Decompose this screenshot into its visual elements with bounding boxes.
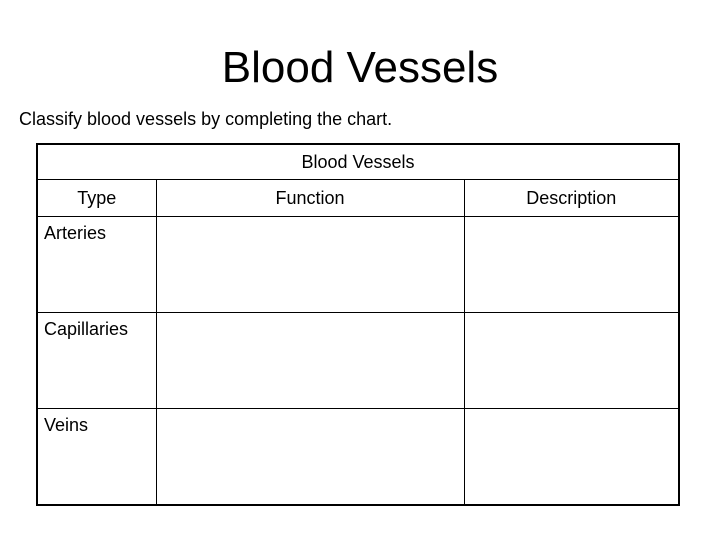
table-row	[37, 409, 679, 506]
type-cell: Veins	[37, 409, 156, 506]
type-cell: Capillaries	[37, 313, 156, 409]
blood-vessels-chart	[36, 143, 680, 506]
function-cell[interactable]	[156, 313, 464, 409]
type-cell: Arteries	[37, 217, 156, 313]
description-cell[interactable]	[464, 217, 679, 313]
table-row	[37, 217, 679, 313]
page-title: Blood Vessels	[221, 43, 499, 92]
function-cell[interactable]	[156, 217, 464, 313]
header-function: Function	[156, 180, 464, 217]
function-cell[interactable]	[156, 409, 464, 506]
header-description: Description	[464, 180, 679, 217]
header-type: Type	[37, 180, 156, 217]
table-row	[37, 313, 679, 409]
description-cell[interactable]	[464, 313, 679, 409]
instructions-text: Classify blood vessels by completing the chart.	[19, 109, 393, 129]
chart-caption: Blood Vessels	[37, 144, 679, 180]
description-cell[interactable]	[464, 409, 679, 506]
